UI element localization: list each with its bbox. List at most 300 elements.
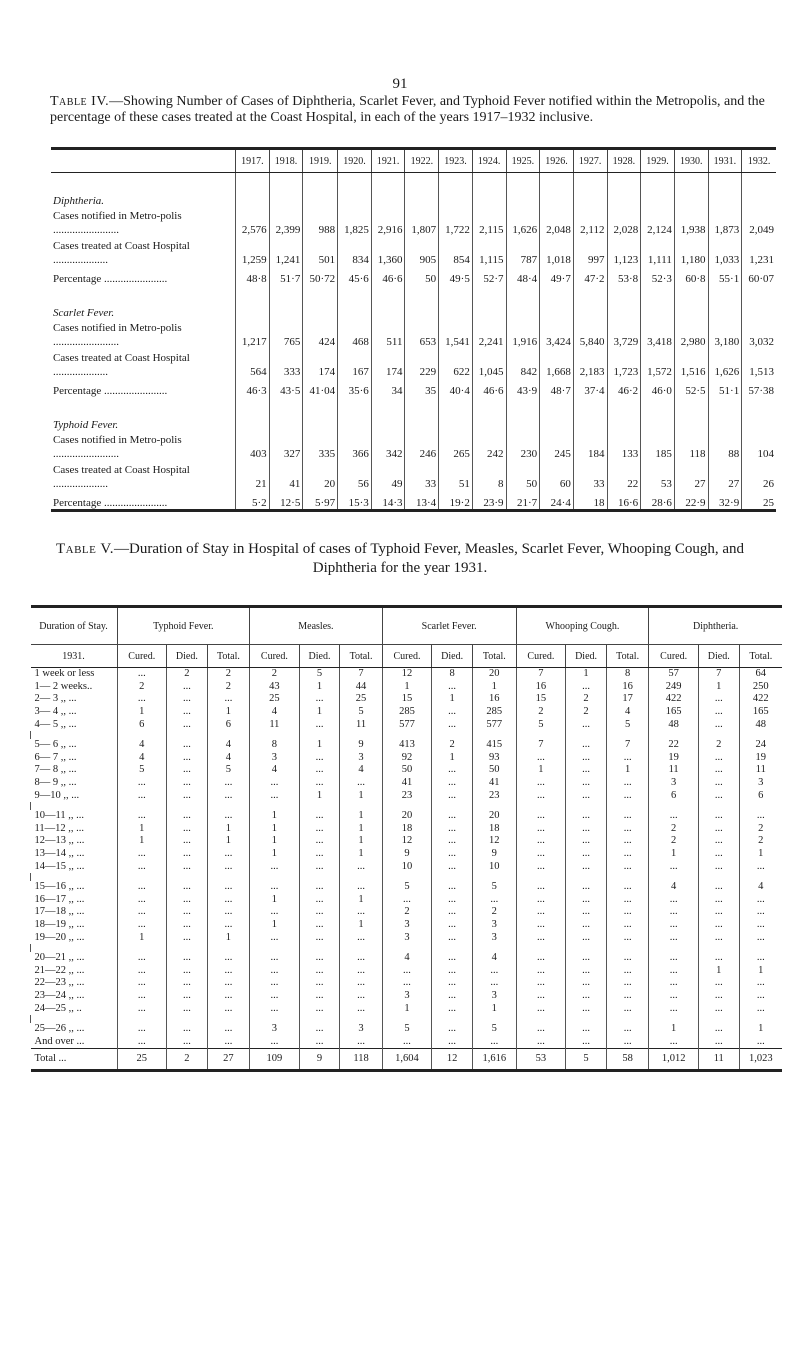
total-cell: 25 xyxy=(117,1049,167,1071)
table-row xyxy=(31,952,783,965)
value-cell: ... xyxy=(207,952,249,965)
value-cell: ... xyxy=(340,952,382,965)
empty-cell xyxy=(31,802,118,810)
row-label: Cases treated at Coast Hospital .................... xyxy=(53,464,190,490)
empty-cell xyxy=(405,397,439,431)
empty-cell xyxy=(299,802,340,810)
table-5-group-header xyxy=(31,607,783,645)
value-cell: 33 xyxy=(573,461,607,491)
value-cell: 1,825 xyxy=(338,207,372,237)
value-cell: 48·7 xyxy=(540,379,574,397)
year-header: 1931. xyxy=(31,645,118,668)
value-cell: 104 xyxy=(742,431,776,461)
value-cell: ... xyxy=(167,777,208,790)
value-cell: 2 xyxy=(117,681,167,694)
value-cell: ... xyxy=(698,823,739,836)
value-cell: 2 xyxy=(649,823,699,836)
empty-cell xyxy=(641,285,675,319)
table-5-caption-text: —Duration of Stay in Hospital of cases of Typhoid Fever, Measles, Scarlet Fever, Whooping Cough, and Diphtheria for the year 1931. xyxy=(114,541,744,576)
value-cell: 6 xyxy=(649,789,699,802)
empty-cell xyxy=(472,944,516,952)
value-cell: 230 xyxy=(506,431,540,461)
value-cell: 46·0 xyxy=(641,379,675,397)
value-cell: 53 xyxy=(641,461,675,491)
value-cell: 2,241 xyxy=(472,319,506,349)
empty-cell xyxy=(382,1015,432,1023)
empty-cell xyxy=(250,1015,300,1023)
value-cell: 25 xyxy=(250,693,300,706)
value-cell: 1 xyxy=(117,931,167,944)
value-cell: 854 xyxy=(439,237,473,267)
value-cell: ... xyxy=(167,1002,208,1015)
value-cell: 1 xyxy=(698,681,739,694)
empty-cell xyxy=(742,173,776,208)
value-cell: ... xyxy=(606,752,648,765)
value-cell: ... xyxy=(606,990,648,1003)
empty-cell xyxy=(708,173,742,208)
empty-cell xyxy=(31,1015,118,1023)
empty-cell xyxy=(606,1015,648,1023)
value-cell: 35·6 xyxy=(338,379,372,397)
table-row xyxy=(31,823,783,836)
value-cell: 403 xyxy=(236,431,270,461)
value-cell: ... xyxy=(698,777,739,790)
value-cell: ... xyxy=(649,990,699,1003)
value-cell: ... xyxy=(299,752,340,765)
value-cell: ... xyxy=(207,919,249,932)
value-cell: ... xyxy=(432,764,473,777)
value-cell: 4 xyxy=(649,881,699,894)
empty-cell xyxy=(472,1015,516,1023)
empty-cell xyxy=(698,802,739,810)
total-cell: 9 xyxy=(299,1049,340,1071)
value-cell: 3 xyxy=(472,990,516,1003)
group-header: Whooping Cough. xyxy=(516,607,649,645)
row-label: 20—21 ,, ... xyxy=(34,952,85,964)
empty-cell xyxy=(506,285,540,319)
value-cell: ... xyxy=(167,693,208,706)
value-cell: 22·9 xyxy=(674,491,708,511)
row-label: 9—10 ,, ... xyxy=(34,789,80,801)
row-label: Percentage ....................... xyxy=(53,497,168,509)
value-cell: 6 xyxy=(207,718,249,731)
value-cell: ... xyxy=(117,1023,167,1036)
value-cell: 28·6 xyxy=(641,491,675,511)
empty-cell xyxy=(432,731,473,739)
value-cell: ... xyxy=(516,906,566,919)
table-row xyxy=(31,718,783,731)
value-cell: ... xyxy=(606,964,648,977)
value-cell: ... xyxy=(432,894,473,907)
value-cell: 249 xyxy=(649,681,699,694)
value-cell: ... xyxy=(698,894,739,907)
value-cell: ... xyxy=(566,881,607,894)
value-cell: ... xyxy=(250,860,300,873)
value-cell: 1 xyxy=(117,706,167,719)
empty-cell xyxy=(674,173,708,208)
empty-cell xyxy=(606,731,648,739)
value-cell: 2,124 xyxy=(641,207,675,237)
value-cell: ... xyxy=(649,977,699,990)
value-cell: ... xyxy=(566,1023,607,1036)
value-cell: 1 xyxy=(566,668,607,681)
value-cell: 2,112 xyxy=(573,207,607,237)
row-label: 17—18 ,, ... xyxy=(34,906,85,918)
value-cell: 27 xyxy=(674,461,708,491)
value-cell: 50 xyxy=(506,461,540,491)
value-cell: ... xyxy=(606,894,648,907)
value-cell: ... xyxy=(698,931,739,944)
value-cell: 327 xyxy=(269,431,303,461)
value-cell: 2 xyxy=(649,835,699,848)
value-cell: 2 xyxy=(566,693,607,706)
value-cell: ... xyxy=(117,1002,167,1015)
value-cell: ... xyxy=(698,810,739,823)
empty-cell xyxy=(742,285,776,319)
value-cell: 1 xyxy=(117,823,167,836)
table-row xyxy=(51,379,776,397)
value-cell: 46·3 xyxy=(236,379,270,397)
value-cell: 1,938 xyxy=(674,207,708,237)
empty-cell xyxy=(250,802,300,810)
value-cell: ... xyxy=(207,1035,249,1048)
section-title: Diphtheria. xyxy=(53,195,105,207)
value-cell: ... xyxy=(167,706,208,719)
value-cell: ... xyxy=(516,1002,566,1015)
table-row xyxy=(31,789,783,802)
value-cell: ... xyxy=(382,977,432,990)
row-label: 4— 5 ,, ... xyxy=(34,718,77,730)
empty-cell xyxy=(117,731,167,739)
value-cell: 11 xyxy=(649,764,699,777)
value-cell: ... xyxy=(117,906,167,919)
value-cell: 7 xyxy=(516,739,566,752)
empty-cell xyxy=(566,1015,607,1023)
empty-cell xyxy=(540,173,574,208)
value-cell: ... xyxy=(606,1023,648,1036)
value-cell: 52·5 xyxy=(674,379,708,397)
value-cell: 5,840 xyxy=(573,319,607,349)
value-cell: ... xyxy=(167,906,208,919)
sub-header: Died. xyxy=(432,645,473,668)
value-cell: ... xyxy=(167,990,208,1003)
value-cell: 1 xyxy=(340,919,382,932)
value-cell: ... xyxy=(299,693,340,706)
value-cell: 174 xyxy=(303,349,338,379)
value-cell: 60·8 xyxy=(674,267,708,285)
empty-cell xyxy=(439,173,473,208)
value-cell: 250 xyxy=(739,681,782,694)
value-cell: ... xyxy=(649,906,699,919)
value-cell: ... xyxy=(472,964,516,977)
value-cell: ... xyxy=(117,777,167,790)
empty-cell xyxy=(472,173,506,208)
total-cell: 2 xyxy=(167,1049,208,1071)
year-header: 1917. xyxy=(236,149,270,173)
value-cell: 2 xyxy=(207,668,249,681)
value-cell: 52·3 xyxy=(641,267,675,285)
value-cell: 577 xyxy=(382,718,432,731)
value-cell: 11 xyxy=(739,764,782,777)
value-cell: 184 xyxy=(573,431,607,461)
empty-cell xyxy=(606,944,648,952)
value-cell: ... xyxy=(649,810,699,823)
value-cell: 245 xyxy=(540,431,574,461)
value-cell: ... xyxy=(606,881,648,894)
value-cell: 18 xyxy=(573,491,607,511)
total-label: Total ... xyxy=(31,1049,118,1071)
sub-header: Cured. xyxy=(250,645,300,668)
value-cell: 55·1 xyxy=(708,267,742,285)
row-label: Cases treated at Coast Hospital .................... xyxy=(53,352,190,378)
sub-header: Total. xyxy=(472,645,516,668)
value-cell: ... xyxy=(698,881,739,894)
value-cell: 12·5 xyxy=(269,491,303,511)
value-cell: 88 xyxy=(708,431,742,461)
empty-cell xyxy=(432,873,473,881)
value-cell: 9 xyxy=(382,848,432,861)
value-cell: 9 xyxy=(340,739,382,752)
empty-cell xyxy=(566,873,607,881)
value-cell: 48·4 xyxy=(506,267,540,285)
table-row xyxy=(51,319,776,349)
row-label: 12—13 ,, ... xyxy=(34,835,85,847)
value-cell: ... xyxy=(649,894,699,907)
section-row xyxy=(51,173,776,208)
empty-cell xyxy=(566,802,607,810)
value-cell: ... xyxy=(167,860,208,873)
value-cell: ... xyxy=(299,810,340,823)
empty-cell xyxy=(472,731,516,739)
empty-cell xyxy=(516,731,566,739)
value-cell: 1 xyxy=(432,752,473,765)
value-cell: ... xyxy=(167,881,208,894)
value-cell: ... xyxy=(739,919,782,932)
value-cell: 20 xyxy=(472,810,516,823)
year-header: 1930. xyxy=(674,149,708,173)
value-cell: ... xyxy=(472,1035,516,1048)
value-cell: ... xyxy=(606,860,648,873)
value-cell: ... xyxy=(566,990,607,1003)
value-cell: ... xyxy=(207,693,249,706)
empty-cell xyxy=(117,944,167,952)
value-cell: 43 xyxy=(250,681,300,694)
year-header: 1924. xyxy=(472,149,506,173)
empty-cell xyxy=(207,731,249,739)
value-cell: 1,916 xyxy=(506,319,540,349)
value-cell: 1 xyxy=(698,964,739,977)
value-cell: ... xyxy=(432,1023,473,1036)
value-cell: 2 xyxy=(207,681,249,694)
value-cell: 3,729 xyxy=(607,319,641,349)
value-cell: ... xyxy=(698,906,739,919)
value-cell: 24 xyxy=(739,739,782,752)
value-cell: ... xyxy=(698,952,739,965)
value-cell: ... xyxy=(516,835,566,848)
value-cell: 285 xyxy=(472,706,516,719)
value-cell: ... xyxy=(649,1035,699,1048)
value-cell: 3,424 xyxy=(540,319,574,349)
empty-cell xyxy=(606,802,648,810)
empty-cell xyxy=(606,873,648,881)
value-cell: 1,045 xyxy=(472,349,506,379)
value-cell: ... xyxy=(207,777,249,790)
value-cell: ... xyxy=(432,835,473,848)
value-cell: 51 xyxy=(439,461,473,491)
empty-cell xyxy=(340,731,382,739)
value-cell: 8 xyxy=(472,461,506,491)
empty-cell xyxy=(236,173,270,208)
value-cell: 3 xyxy=(739,777,782,790)
value-cell: ... xyxy=(340,977,382,990)
value-cell: 4 xyxy=(382,952,432,965)
value-cell: 3 xyxy=(382,990,432,1003)
empty-cell xyxy=(31,873,118,881)
value-cell: 20 xyxy=(472,668,516,681)
value-cell: ... xyxy=(739,860,782,873)
value-cell: ... xyxy=(299,990,340,1003)
value-cell: ... xyxy=(649,1002,699,1015)
value-cell: 25 xyxy=(340,693,382,706)
empty-cell xyxy=(31,731,118,739)
value-cell: ... xyxy=(382,894,432,907)
value-cell: ... xyxy=(606,848,648,861)
sub-header: Total. xyxy=(606,645,648,668)
value-cell: ... xyxy=(167,764,208,777)
value-cell: ... xyxy=(606,977,648,990)
empty-cell xyxy=(207,1015,249,1023)
sub-header: Cured. xyxy=(117,645,167,668)
table-row xyxy=(51,267,776,285)
empty-cell xyxy=(649,731,699,739)
value-cell: 27 xyxy=(708,461,742,491)
value-cell: 4 xyxy=(739,881,782,894)
value-cell: 2,183 xyxy=(573,349,607,379)
year-header: 1921. xyxy=(371,149,405,173)
row-label: Cases notified in Metro-polis ........................ xyxy=(53,434,182,460)
value-cell: 24·4 xyxy=(540,491,574,511)
value-cell: ... xyxy=(566,835,607,848)
value-cell: 185 xyxy=(641,431,675,461)
value-cell: 174 xyxy=(371,349,405,379)
empty-cell xyxy=(236,285,270,319)
value-cell: ... xyxy=(739,977,782,990)
value-cell: ... xyxy=(516,823,566,836)
group-header: Typhoid Fever. xyxy=(117,607,250,645)
value-cell: ... xyxy=(516,952,566,965)
empty-cell xyxy=(432,1015,473,1023)
value-cell: ... xyxy=(432,848,473,861)
value-cell: 1 xyxy=(250,894,300,907)
value-cell: 15·3 xyxy=(338,491,372,511)
value-cell: 43·5 xyxy=(269,379,303,397)
value-cell: ... xyxy=(698,919,739,932)
value-cell: ... xyxy=(299,835,340,848)
value-cell: ... xyxy=(207,1002,249,1015)
value-cell: 1 xyxy=(299,681,340,694)
value-cell: 2 xyxy=(516,706,566,719)
value-cell: 4 xyxy=(117,739,167,752)
value-cell: 2 xyxy=(250,668,300,681)
table-4-body xyxy=(51,173,776,511)
value-cell: 46·6 xyxy=(472,379,506,397)
sub-header: Total. xyxy=(739,645,782,668)
value-cell: ... xyxy=(299,1035,340,1048)
empty-cell xyxy=(269,397,303,431)
value-cell: 1,541 xyxy=(439,319,473,349)
value-cell: ... xyxy=(117,952,167,965)
value-cell: ... xyxy=(299,860,340,873)
value-cell: ... xyxy=(299,894,340,907)
value-cell: ... xyxy=(432,964,473,977)
value-cell: 2 xyxy=(432,739,473,752)
value-cell: ... xyxy=(167,789,208,802)
table-row xyxy=(51,237,776,267)
value-cell: ... xyxy=(606,777,648,790)
empty-cell xyxy=(250,944,300,952)
value-cell: 1 xyxy=(649,848,699,861)
value-cell: 19·2 xyxy=(439,491,473,511)
value-cell: 4 xyxy=(472,952,516,965)
year-header: 1929. xyxy=(641,149,675,173)
value-cell: 246 xyxy=(405,431,439,461)
value-cell: ... xyxy=(299,777,340,790)
sub-header: Total. xyxy=(340,645,382,668)
value-cell: ... xyxy=(167,894,208,907)
value-cell: 46·6 xyxy=(371,267,405,285)
table-row xyxy=(31,693,783,706)
value-cell: 285 xyxy=(382,706,432,719)
value-cell: ... xyxy=(117,789,167,802)
value-cell: ... xyxy=(516,1023,566,1036)
value-cell: ... xyxy=(340,1035,382,1048)
value-cell: 19 xyxy=(649,752,699,765)
value-cell: ... xyxy=(299,931,340,944)
empty-cell xyxy=(607,285,641,319)
empty-cell xyxy=(207,944,249,952)
value-cell: 1,516 xyxy=(674,349,708,379)
value-cell: ... xyxy=(472,977,516,990)
sub-header: Died. xyxy=(566,645,607,668)
value-cell: ... xyxy=(566,977,607,990)
value-cell: 1 xyxy=(739,964,782,977)
spacer-row xyxy=(31,944,783,952)
empty-cell xyxy=(340,1015,382,1023)
year-header: 1932. xyxy=(742,149,776,173)
empty-cell xyxy=(250,873,300,881)
empty-cell xyxy=(269,173,303,208)
value-cell: 23 xyxy=(382,789,432,802)
value-cell: ... xyxy=(340,906,382,919)
value-cell: ... xyxy=(566,952,607,965)
empty-cell xyxy=(739,731,782,739)
empty-cell xyxy=(472,802,516,810)
row-label: 21—22 ,, ... xyxy=(34,964,85,976)
value-cell: 265 xyxy=(439,431,473,461)
total-cell: 1,616 xyxy=(472,1049,516,1071)
value-cell: 1 xyxy=(250,835,300,848)
value-cell: 1,360 xyxy=(371,237,405,267)
value-cell: 2,048 xyxy=(540,207,574,237)
value-cell: ... xyxy=(566,823,607,836)
value-cell: 7 xyxy=(698,668,739,681)
value-cell: 16 xyxy=(472,693,516,706)
year-header: 1928. xyxy=(607,149,641,173)
value-cell: 653 xyxy=(405,319,439,349)
value-cell: ... xyxy=(432,881,473,894)
spacer-row xyxy=(31,802,783,810)
value-cell: ... xyxy=(117,693,167,706)
